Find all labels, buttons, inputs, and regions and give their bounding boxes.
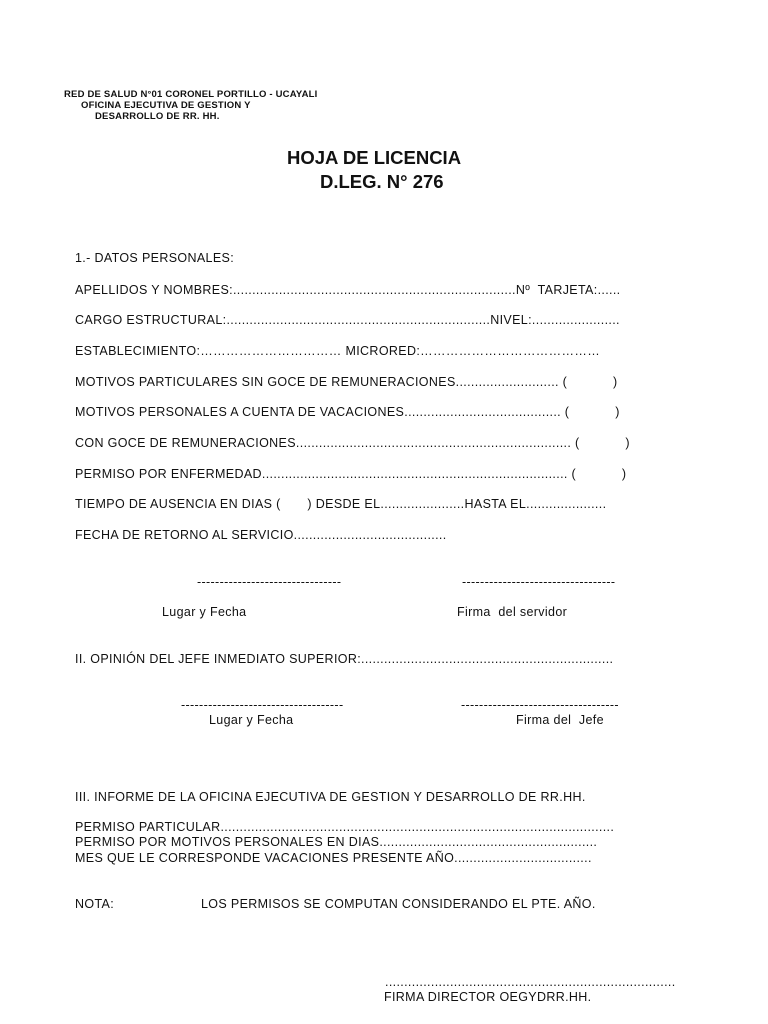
option-enfermedad: PERMISO POR ENFERMEDAD................................................................................ ( ) (75, 467, 627, 481)
signature-line-servidor: ---------------------------------- (462, 575, 616, 589)
option-cuenta-vacaciones: MOTIVOS PERSONALES A CUENTA DE VACACIONES......................................... ( ) (75, 405, 620, 419)
field-tiempo-ausencia: TIEMPO DE AUSENCIA EN DIAS ( ) DESDE EL......................HASTA EL..................... (75, 497, 607, 511)
document-subtitle: D.LEG. N° 276 (320, 171, 444, 192)
signature-line-jefe: ----------------------------------- (461, 698, 619, 712)
field-cargo-estructural: CARGO ESTRUCTURAL:.....................................................................NIVEL:....................... (75, 313, 620, 327)
signature-line-lugar-2: ------------------------------------ (181, 698, 344, 712)
field-permiso-motivos-personales: PERMISO POR MOTIVOS PERSONALES EN DIAS......................................................... (75, 835, 598, 849)
field-permiso-particular: PERMISO PARTICULAR....................................................................................................... (75, 820, 615, 834)
section-3-heading: III. INFORME DE LA OFICINA EJECUTIVA DE GESTION Y DESARROLLO DE RR.HH. (75, 790, 586, 804)
nota-text: LOS PERMISOS SE COMPUTAN CONSIDERANDO EL PTE. AÑO. (201, 897, 596, 911)
field-apellidos-nombres: APELLIDOS Y NOMBRES:..........................................................................Nº TARJETA:...... (75, 283, 621, 297)
field-mes-vacaciones: MES QUE LE CORRESPONDE VACACIONES PRESENTE AÑO.................................... (75, 851, 592, 865)
signature-line-director: ............................................................................ (385, 975, 676, 989)
header-line-1: RED DE SALUD N°01 CORONEL PORTILLO - UCAYALI (64, 89, 318, 100)
label-firma-director: FIRMA DIRECTOR OEGYDRR.HH. (384, 990, 592, 1004)
label-lugar-fecha-2: Lugar y Fecha (209, 713, 294, 727)
section-2-heading: II. OPINIÓN DEL JEFE INMEDIATO SUPERIOR:.................................................................. (75, 652, 614, 666)
label-firma-jefe: Firma del Jefe (516, 713, 604, 727)
nota-label: NOTA: (75, 897, 115, 911)
option-sin-goce: MOTIVOS PARTICULARES SIN GOCE DE REMUNERACIONES........................... ( ) (75, 375, 618, 389)
label-firma-servidor: Firma del servidor (457, 605, 568, 619)
field-establecimiento: ESTABLECIMIENTO:…………………………… MICRORED:…………………………………… (75, 344, 601, 358)
signature-line-lugar: -------------------------------- (197, 575, 342, 589)
label-lugar-fecha: Lugar y Fecha (162, 605, 247, 619)
header-line-3: DESARROLLO DE RR. HH. (95, 111, 220, 122)
field-fecha-retorno: FECHA DE RETORNO AL SERVICIO........................................ (75, 528, 447, 542)
header-line-2: OFICINA EJECUTIVA DE GESTION Y (81, 100, 251, 111)
document-title: HOJA DE LICENCIA (287, 147, 462, 168)
section-1-heading: 1.- DATOS PERSONALES: (75, 251, 235, 265)
option-con-goce: CON GOCE DE REMUNERACIONES........................................................................ ( ) (75, 436, 630, 450)
